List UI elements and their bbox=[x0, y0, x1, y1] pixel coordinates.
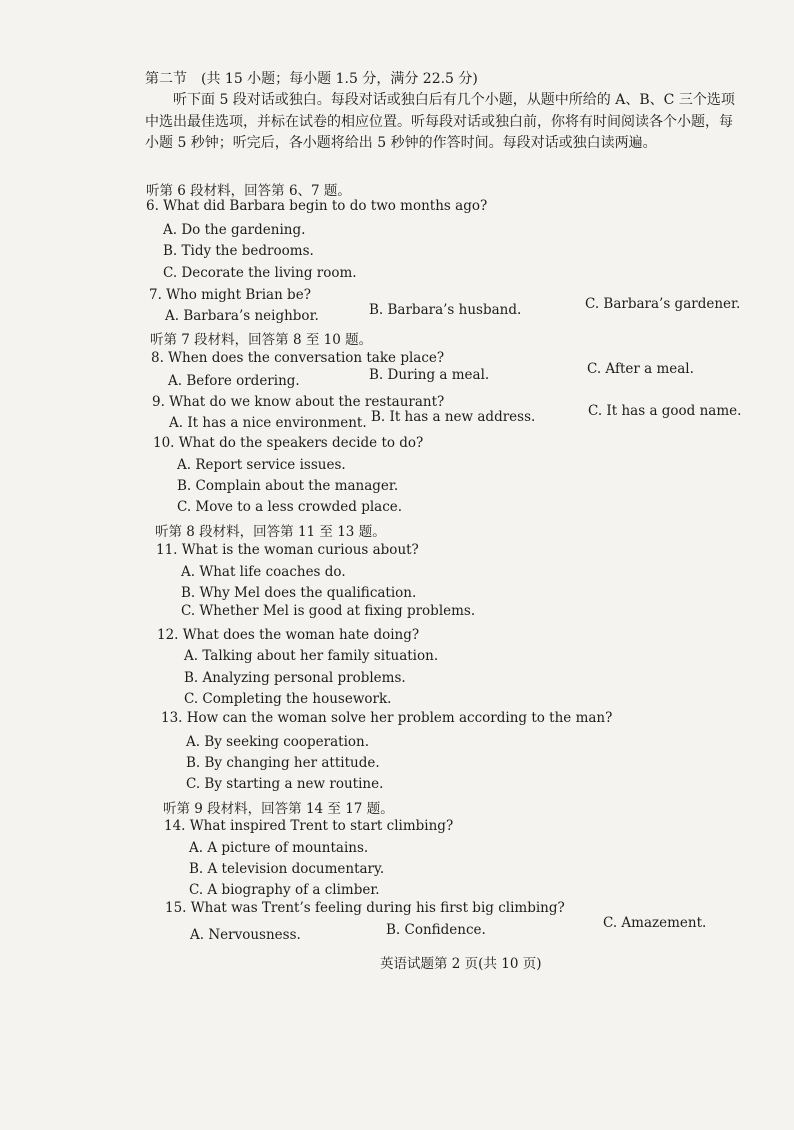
question-11-option-c: C. Whether Mel is good at fixing problems. bbox=[181, 603, 476, 619]
question-6-option-b: B. Tidy the bedrooms. bbox=[163, 243, 314, 259]
question-14-stem: 14. What inspired Trent to start climbing? bbox=[164, 818, 454, 834]
question-7-stem: 7. Who might Brian be? bbox=[149, 287, 311, 303]
material-heading-8: 听第 8 段材料，回答第 11 至 13 题。 bbox=[155, 524, 386, 540]
question-13-option-b: B. By changing her attitude. bbox=[186, 755, 380, 771]
question-11-stem: 11. What is the woman curious about? bbox=[156, 542, 419, 558]
question-15-option-b: B. Confidence. bbox=[386, 922, 486, 938]
question-7-option-a: A. Barbara’s neighbor. bbox=[165, 308, 319, 324]
question-10-option-b: B. Complain about the manager. bbox=[177, 478, 399, 494]
question-11-option-b: B. Why Mel does the qualification. bbox=[181, 585, 417, 601]
question-9-option-a: A. It has a nice environment. bbox=[169, 415, 367, 431]
question-13-option-c: C. By starting a new routine. bbox=[186, 776, 384, 792]
question-8-option-b: B. During a meal. bbox=[369, 367, 490, 383]
question-10-stem: 10. What do the speakers decide to do? bbox=[153, 435, 424, 451]
question-14-option-c: C. A biography of a climber. bbox=[189, 882, 380, 898]
question-10-option-a: A. Report service issues. bbox=[177, 457, 346, 473]
question-13-option-a: A. By seeking cooperation. bbox=[186, 734, 370, 750]
section-header: 第二节 (共 15 小题；每小题 1.5 分，满分 22.5 分) bbox=[145, 71, 478, 87]
question-15-stem: 15. What was Trent’s feeling during his first big climbing? bbox=[165, 900, 565, 916]
question-13-stem: 13. How can the woman solve her problem according to the man? bbox=[161, 710, 613, 726]
material-heading-7: 听第 7 段材料，回答第 8 至 10 题。 bbox=[150, 332, 373, 348]
question-8-option-c: C. After a meal. bbox=[587, 361, 694, 377]
question-14-option-b: B. A television documentary. bbox=[189, 861, 385, 877]
question-8-option-a: A. Before ordering. bbox=[168, 373, 300, 389]
question-15-option-c: C. Amazement. bbox=[603, 915, 707, 931]
question-12-stem: 12. What does the woman hate doing? bbox=[157, 627, 420, 643]
question-8-stem: 8. When does the conversation take place? bbox=[151, 350, 445, 366]
question-7-option-c: C. Barbara’s gardener. bbox=[585, 296, 741, 312]
question-9-stem: 9. What do we know about the restaurant? bbox=[152, 394, 445, 410]
page-footer: 英语试题第 2 页(共 10 页) bbox=[380, 956, 542, 972]
material-heading-6: 听第 6 段材料，回答第 6、7 题。 bbox=[146, 183, 351, 199]
question-9-option-b: B. It has a new address. bbox=[371, 409, 536, 425]
question-12-option-c: C. Completing the housework. bbox=[184, 691, 392, 707]
material-heading-9: 听第 9 段材料，回答第 14 至 17 题。 bbox=[163, 801, 394, 817]
question-14-option-a: A. A picture of mountains. bbox=[189, 840, 369, 856]
question-12-option-b: B. Analyzing personal problems. bbox=[184, 670, 406, 686]
question-6-stem: 6. What did Barbara begin to do two months ago? bbox=[146, 198, 488, 214]
question-7-option-b: B. Barbara’s husband. bbox=[369, 302, 522, 318]
section-instructions: 听下面 5 段对话或独白。每段对话或独白后有几个小题，从题中所给的 A、B、C 三个选项中选出最佳选项，并标在试卷的相应位置。听每段对话或独白前，你将有时间阅读各个小题，每小题 5 秒钟；听完后，各小题将给出 5 秒钟的作答时间。每段对话或独白读两遍。 bbox=[145, 92, 735, 151]
question-12-option-a: A. Talking about her family situation. bbox=[184, 648, 439, 664]
question-6-option-a: A. Do the gardening. bbox=[163, 222, 306, 238]
question-15-option-a: A. Nervousness. bbox=[190, 927, 301, 943]
question-11-option-a: A. What life coaches do. bbox=[181, 564, 346, 580]
question-9-option-c: C. It has a good name. bbox=[588, 403, 742, 419]
question-6-option-c: C. Decorate the living room. bbox=[163, 265, 357, 281]
question-10-option-c: C. Move to a less crowded place. bbox=[177, 499, 403, 515]
